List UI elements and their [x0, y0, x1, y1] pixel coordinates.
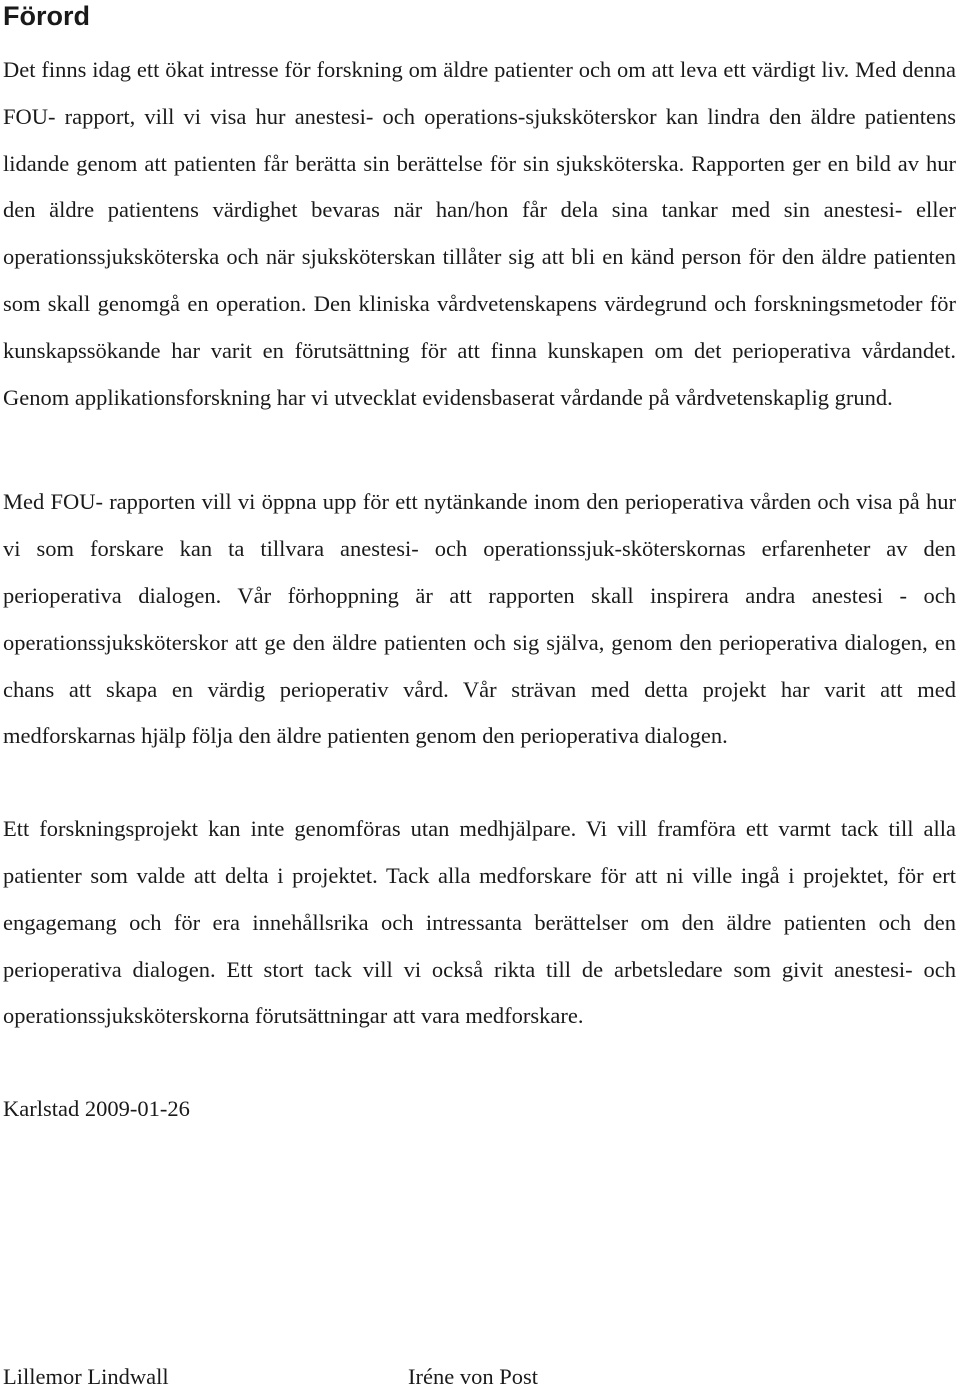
signature-block [3, 1362, 956, 1394]
document-page [3, 0, 956, 1389]
paragraph-acknowledgements: Ett forskningsprojekt kan inte genomföras utan medhjälpare. Vi vill framföra ett varmt tack till alla patienter som valde att delta i projektet. Tack alla medforskare för att ni ville ingå i projektet, för ert engagemang och för era innehållsrika och intressanta berättelser om den äldre patienten och den perioperativa dialogen. Ett stort tack vill vi också rikta till de arbetsledare som givit anestesi- och operationssjuksköterskorna förutsättningar att vara medforskare. [3, 816, 956, 1029]
signature-name: Lillemor Lindwall [3, 1364, 169, 1389]
place-and-date: Karlstad 2009-01-26 [3, 1096, 190, 1122]
paragraph-intro: Det finns idag ett ökat intresse för forskning om äldre patienter och om att leva ett värdigt liv. Med denna FOU- rapport, vill vi visa hur anestesi- och operations-sjuksköterskor kan lindra den äldre patientens lidande genom att patienten får berätta sin berättelse för sin sjuksköterska. Rapporten ger en bild av hur den äldre patientens värdighet bevaras när han/hon får dela sina tankar med sin anestesi- eller operationssjuksköterska och när sjuksköterskan tillåter sig att bli en känd person för den äldre patienten som skall genomgå en operation. Den kliniska vårdvetenskapens värdegrund och forskningsmetoder för kunskapssökande har varit en förutsättning för att finna kunskapen om det perioperativa vårdandet. Genom applikationsforskning har vi utvecklat evidensbaserat vårdande på vårdvetenskaplig grund. [3, 57, 956, 410]
document-title: Förord [3, 1, 90, 31]
signature-name: Iréne von Post [408, 1364, 538, 1389]
paragraph-purpose: Med FOU- rapporten vill vi öppna upp för ett nytänkande inom den perioperativa vården och visa på hur vi som forskare kan ta tillvara anestesi- och operationssjuk-sköterskornas erfarenheter av den perioperativa dialogen. Vår förhoppning är att rapporten skall inspirera andra anestesi - och operationssjuksköterskor att ge den äldre patienten och sig själva, genom den perioperativa dialogen, en chans att skapa en värdig perioperativ vård. Vår strävan med detta projekt har varit att med medforskarnas hjälp följa den äldre patienten genom den perioperativa dialogen. [3, 489, 956, 749]
